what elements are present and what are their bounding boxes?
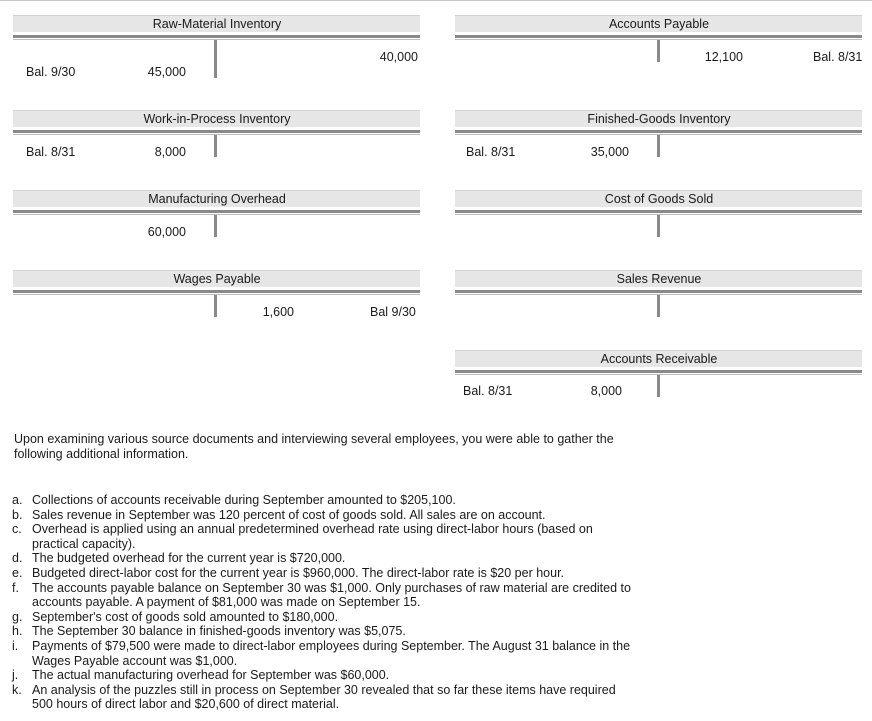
t-account-rule [13,290,420,293]
credit-amount: 1,600 [262,305,294,319]
t-account-divider [657,40,660,62]
list-item-label: d. [12,551,23,566]
list-item [12,668,637,683]
list-item-label: j. [12,668,19,683]
list-item-label: h. [12,624,23,639]
t-account-accounts-payable [455,15,862,85]
t-account-accounts-receivable [455,350,862,400]
list-item-text: The actual manufacturing overhead for September was $60,000. [32,668,390,683]
t-account-title-bar [455,350,862,367]
t-account-rule [455,130,862,133]
list-item-text: Collections of accounts receivable during September amounted to $205,100. [32,493,456,507]
list-item-label: k. [12,682,22,697]
t-account-rule [13,210,420,213]
list-item-text: The September 30 balance in finished-goods inventory was $5,075. [32,624,406,639]
t-account-title: Wages Payable [173,272,261,286]
balance-label: Bal. 8/31 [813,50,863,64]
list-item-text: Sales revenue in September was 120 percent of cost of goods sold. All sales are on account. [32,507,546,522]
list-item-text: An analysis of the puzzles still in process on September 30 revealed that so far these items have required 500 hours of direct labor and $20,600 of direct material. [32,682,616,712]
t-account-title: Cost of Goods Sold [604,192,714,206]
t-account-title: Raw-Material Inventory [152,17,282,31]
list-item [12,566,637,581]
t-account-rule [455,290,862,293]
t-account-divider [214,215,217,237]
list-item-text: The budgeted overhead for the current year is $720,000. [32,551,346,566]
t-account-rule [455,210,862,213]
t-account-divider [657,295,660,317]
list-item [12,624,637,639]
credit-amount: 12,100 [704,50,743,64]
t-account-title: Sales Revenue [616,272,702,286]
balance-label: Bal 9/30 [370,305,416,319]
t-account-title: Accounts Payable [608,17,710,31]
t-account-wages-payable [13,270,420,320]
t-account-rule [13,130,420,133]
t-account-title-bar [13,270,420,287]
t-account-title: Manufacturing Overhead [148,192,286,206]
t-account-divider [214,40,217,78]
list-item [12,508,637,523]
list-item-text: Payments of $79,500 were made to direct-labor employees during September. The August 31 balance in the Wages Payable account was $1,000. [32,638,631,668]
list-item [12,581,637,610]
list-item-text: Budgeted direct-labor cost for the current year is $960,000. The direct-labor rate is $20 per hour. [32,565,565,580]
t-account-cogs [455,190,862,240]
t-account-title: Work-in-Process Inventory [143,112,291,126]
t-account-divider [214,295,217,317]
additional-info-list [12,493,637,712]
t-account-divider [214,135,217,157]
t-account-title-bar [13,190,420,207]
debit-amount: 60,000 [147,225,186,239]
balance-label: Bal. 8/31 [466,145,516,159]
t-account-title-bar [455,270,862,287]
list-item-text: The accounts payable balance on September 30 was $1,000. Only purchases of raw material are credited to accounts payable. A payment of $81,000 was made on September 15. [32,580,631,610]
balance-label: Bal. 9/30 [26,65,76,79]
credit-amount: 40,000 [379,50,418,64]
list-item [12,551,637,566]
t-account-title-bar [455,110,862,127]
list-item-text: September's cost of goods sold amounted to $180,000. [32,609,339,624]
t-account-divider [657,135,660,157]
debit-amount: 8,000 [154,145,186,159]
list-item [12,610,637,625]
list-item-label: e. [12,565,23,580]
t-account-rule [455,35,862,38]
t-account-divider [657,215,660,237]
top-divider [0,0,872,1]
balance-label: Bal. 8/31 [26,145,76,159]
balance-label: Bal. 8/31 [463,384,513,398]
list-item [12,683,637,712]
list-item-label: a. [12,493,23,507]
t-account-finished-goods [455,110,862,160]
t-account-title: Finished-Goods Inventory [587,112,731,126]
debit-amount: 8,000 [590,384,622,398]
list-item-label: f. [12,580,19,595]
t-account-sales-revenue [455,270,862,320]
t-account-title-bar [455,190,862,207]
list-item-label: c. [12,522,22,537]
t-account-rule [13,35,420,38]
t-account-divider [657,375,660,397]
t-account-title-bar [13,15,420,32]
t-account-rule [455,370,862,373]
list-item-label: i. [12,638,19,653]
intro-paragraph: Upon examining various source documents and interviewing several employees, you were able to gather the following additional information. [14,432,614,461]
list-item [12,522,637,551]
list-item-label: g. [12,609,23,624]
t-account-mfg-overhead [13,190,420,240]
t-account-title-bar [455,15,862,32]
list-item [12,493,637,508]
debit-amount: 35,000 [590,145,629,159]
list-item [12,639,637,668]
t-account-title-bar [13,110,420,127]
list-item-label: b. [12,507,23,522]
list-item-text: Overhead is applied using an annual predetermined overhead rate using direct-labor hours (based on practical capacity). [32,522,593,551]
debit-amount: 45,000 [147,65,186,79]
t-account-title: Accounts Receivable [600,352,718,366]
